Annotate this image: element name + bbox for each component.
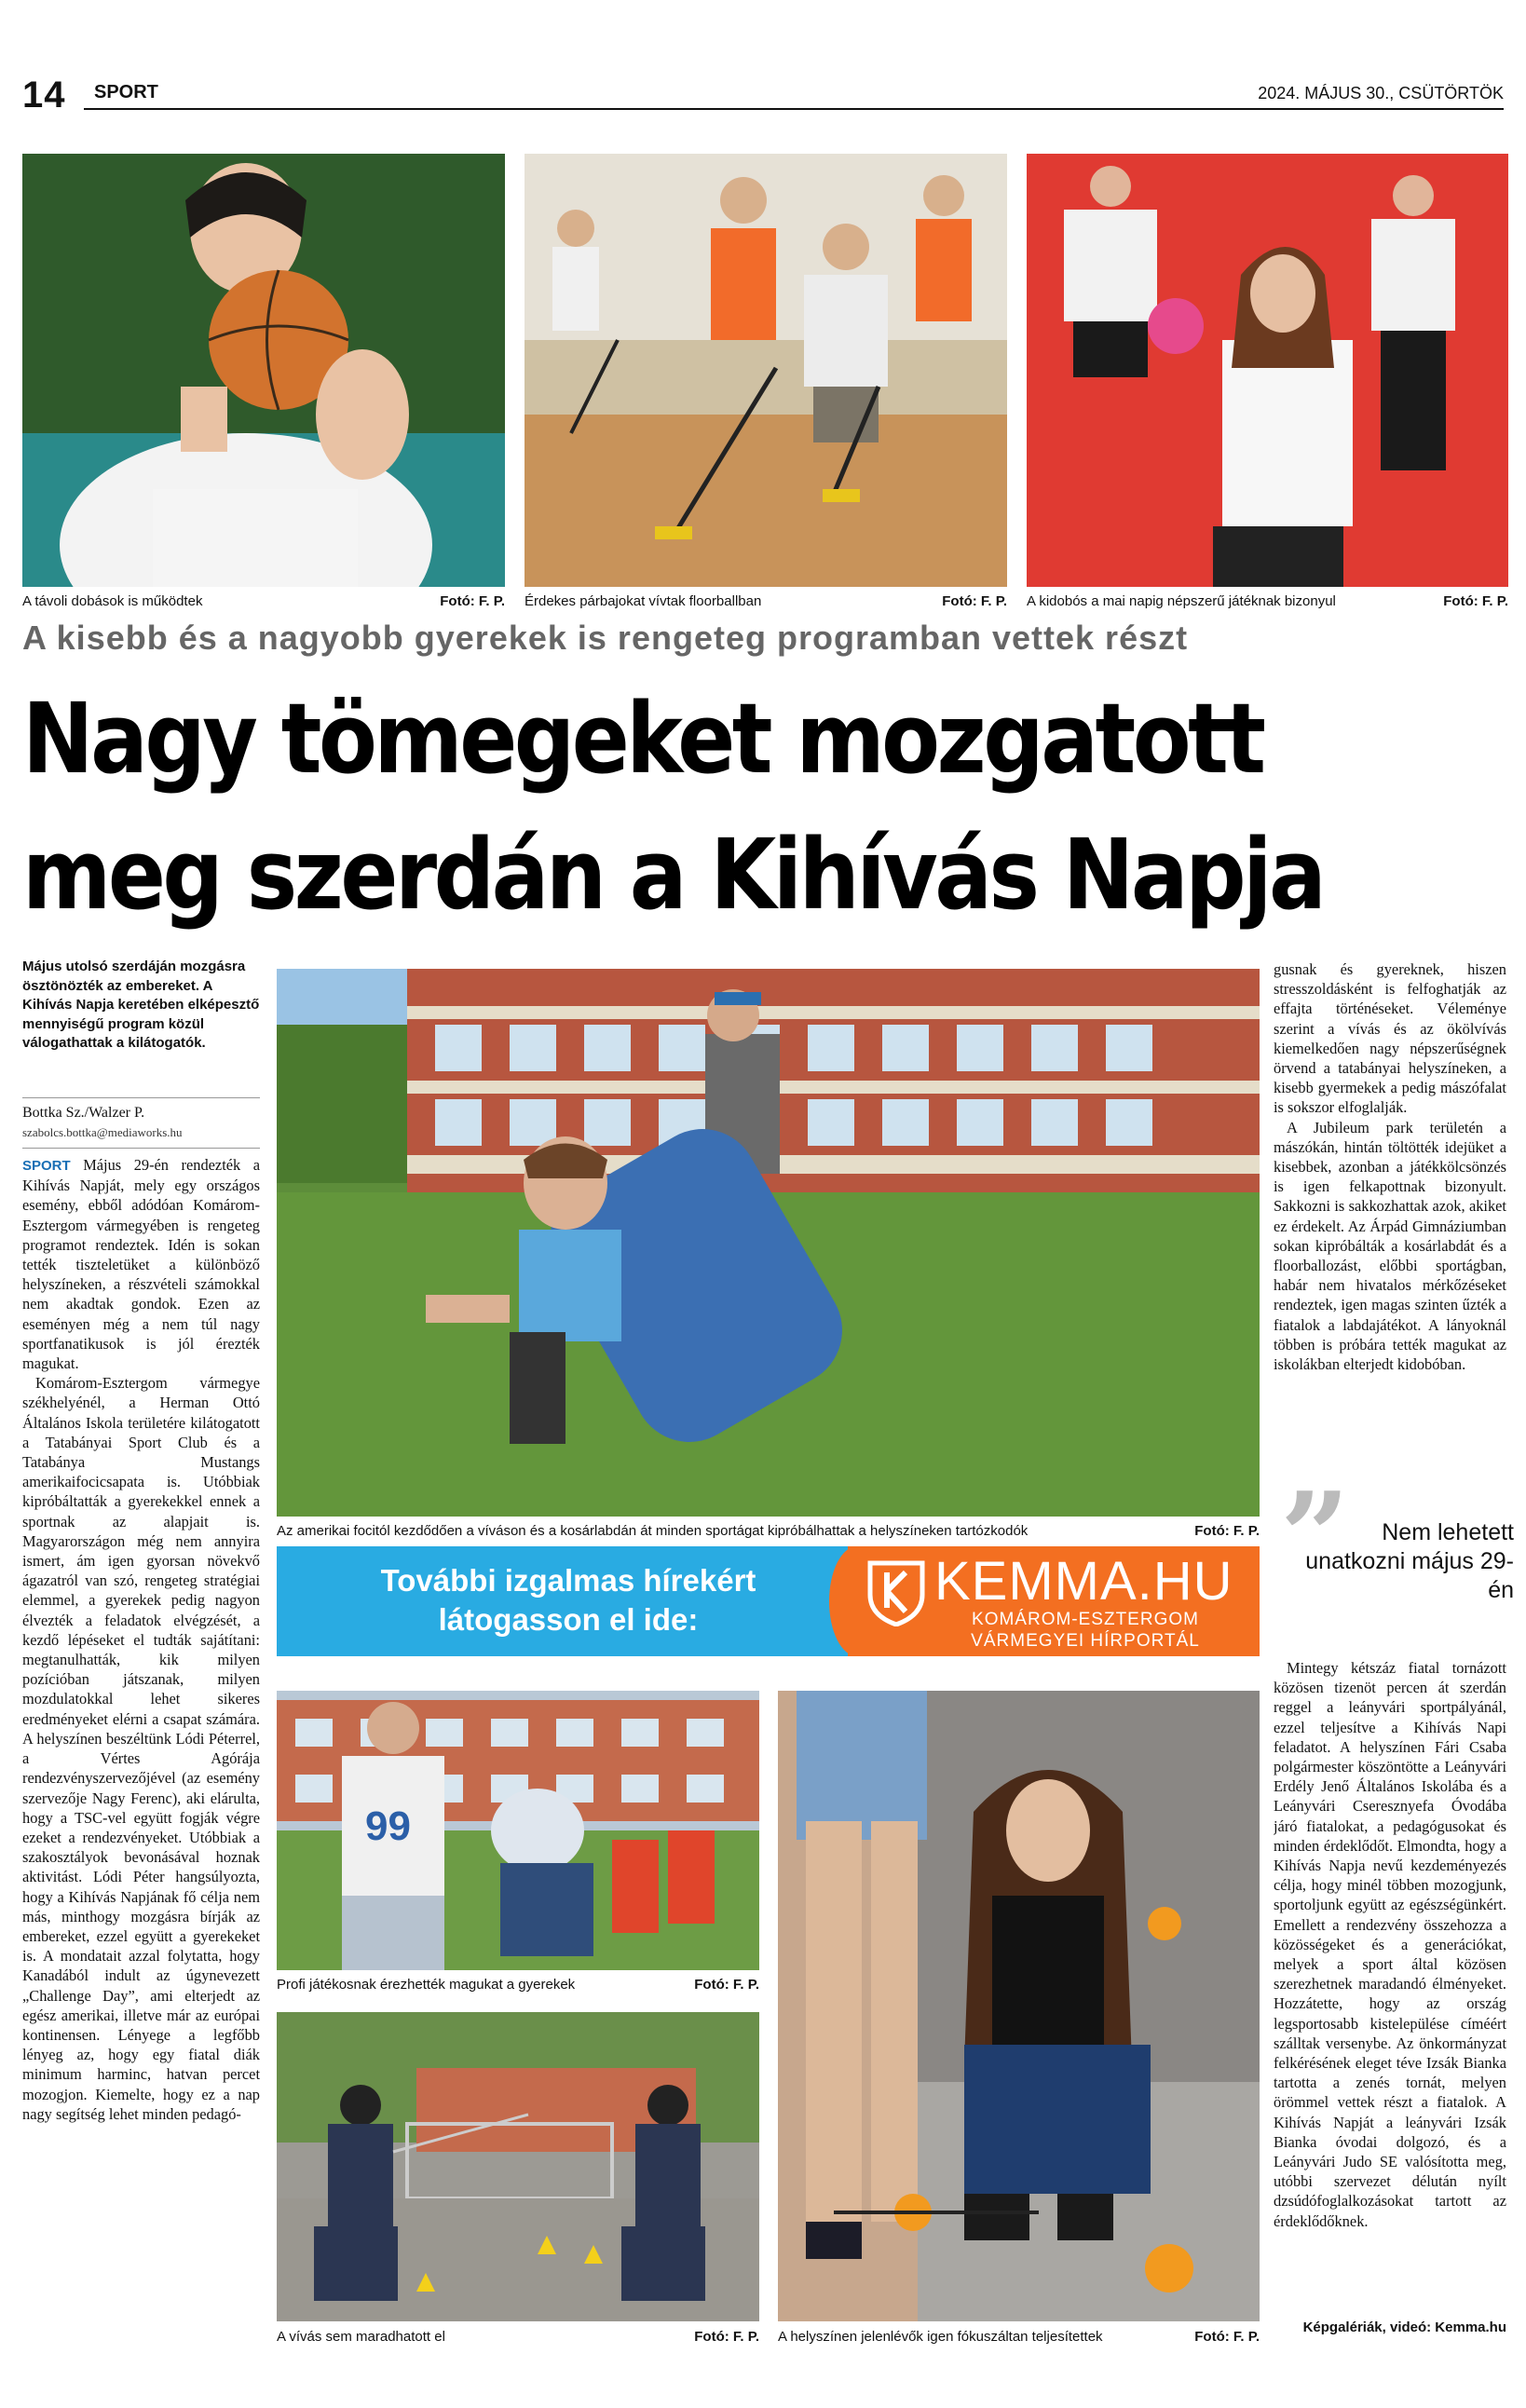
header-rule xyxy=(84,108,1504,110)
photo-credit: Fotó: F. P. xyxy=(694,1977,759,1993)
paragraph: SPORT Május 29-én rendezték a Kihívás Napját, mely egy országos esemény, ebből adódóan Komárom-Esztergom vármegyében is rengeteg programot rendeztek. Idén is sokan tették tiszteletüket a különböző helyszíneken, a részvételi számokkal nem akadtak gondok. Ezen az eseményen még a nem túl nagy sportfanatikusok is jól érezték magukat. xyxy=(22,1156,260,1373)
photo-credit: Fotó: F. P. xyxy=(942,593,1007,609)
banner-text xyxy=(289,1561,848,1639)
caption-main xyxy=(277,1523,1260,1539)
kemma-brand: KEMMA.HU xyxy=(934,1551,1233,1612)
svg-text:99: 99 xyxy=(365,1803,411,1849)
byline-divider xyxy=(22,1097,260,1098)
paragraph: Komárom-Esztergom vármegye székhelyénél, a Herman Ottó Általános Iskola területére kilátogatott a Tatabányai Sport Club és a Tatabánya Mustangs amerikaifocicsapata is. Utóbbiak kipróbáltatták a gyerekekkel ennek a sportnak az alapjait is. Magyarországon még nem annyira ismert, ám igen gyorsan növekvő ágazatról van szó, rengeteg stratégiai elemmel, a gyerekek pedig nagyon élvezték a feladatok elvégzését, a kezdő lépéseket el tudták sajátítani: megtanulhatták, kik milyen pozícióban játszanak, milyen mozdulatokkal lehet sikeres eredményeket elérni a csapat számára. A helyszínen beszéltünk Lódi Péterrel, a Vértes Agórája rendezvényszervezőjével (az esemény szervezője Nagy Ferenc), aki elárulta, hogy a TSC-vel együtt fogják végre ezeket a rendezvényeket. Utóbbiak a szakosztályok bevonásával hoznak aktivitást. Lódi Péter hangsúlyozta, hogy a Kihívás Napjának fő célja nem más, minthogy mozgásra bírják az embereket, ezzel együtt a gyerekeket is. A mondatait azzal folytatta, hogy Kanadából indult az úgynevezett „Challenge Day”, ami elterjedt az egész amerikai, illetve már az európai kontinensen. Lényege a legfőbb lényeg az, hogy egy fiatal diák minimum harminc, hatvan percet mozogjon. Kiemelte, hogy ez a nap nagy segítség lehet minden pedagó- xyxy=(22,1374,260,2123)
paragraph: Mintegy kétszáz fiatal tornázott közösen tizenöt percen át szerdán reggel a leányvári sportpályánál, ezzel teljesítve a Kihívás Napi feladatot. A helyszínen Fári Csaba polgármester köszöntötte a Leányvári Erdély Jenő Általános Iskolába és a Leányvári Cseresznyefa Óvodába járó fiatalokat, a pedagógusokat és minden érdeklődőt. Elmondta, hogy a Kihívás Napja nevű kezdeményezés célja, hogy minél többen mozogjunk, sportoljunk együtt az egészségünkért. Emellett a rendezvény összehozza a közösségeket és a generációkat, melyek a sport által közösen szerezhetnek maradandó élményeket. Hozzátette, hogy az ország legsportosabb kistelepülése címéért szálltak versenybe. Az önkormányzat felkérésének eleget téve Izsák Bianka tartotta a zenés tornát, melyen örömmel vettek részt a fiatalok. A Kihívás Napját a leányvári Izsák Bianka óvodai dolgozó, és a Leányvári Judo SE valósította meg, utóbbi szervezet délután nyílt dzsúdófoglalkozásokat tartott az érdeklődőknek. xyxy=(1274,1659,1506,2230)
caption-text: A távoli dobások is működtek xyxy=(22,593,203,609)
kemma-shield-icon xyxy=(866,1559,926,1626)
body-column-left xyxy=(22,1155,260,2366)
pull-quote: Nem lehetett unatkozni május 29-én xyxy=(1305,1519,1514,1603)
photo-credit: Fotó: F. P. xyxy=(1443,593,1508,609)
headline xyxy=(22,671,1326,943)
banner-text-line-1: További izgalmas hírekért xyxy=(380,1563,756,1598)
byline: Bottka Sz./Walzer P. xyxy=(22,1105,145,1121)
caption-dodgeball xyxy=(1027,593,1508,609)
caption-fencing xyxy=(277,2329,759,2345)
kemma-subtitle-1: KOMÁROM-ESZTERGOM xyxy=(972,1610,1199,1629)
caption-floorball xyxy=(525,593,1007,609)
body-column-right-top xyxy=(1274,959,1506,1476)
body-column-right-bottom xyxy=(1274,1658,1506,2310)
photo-dodgeball xyxy=(1027,154,1508,587)
section-label: SPORT xyxy=(94,82,158,102)
author-email: szabolcs.bottka@mediaworks.hu xyxy=(22,1125,183,1139)
kicker: A kisebb és a nagyobb gyerekek is rengeteg programban vettek részt xyxy=(22,619,1189,657)
caption-basketball xyxy=(22,593,505,609)
caption-text: A kidobós a mai napig népszerű játéknak bizonyul xyxy=(1027,593,1336,609)
photo-basketball xyxy=(22,154,505,587)
headline-line-1: Nagy tömegeket mozgatott xyxy=(22,682,1263,796)
photo-credit: Fotó: F. P. xyxy=(440,593,505,609)
page-number: 14 xyxy=(22,75,66,116)
caption-text: Profi játékosnak érezhették magukat a gyerekek xyxy=(277,1977,576,1993)
photo-fencing xyxy=(277,2012,759,2321)
section-tag: SPORT xyxy=(22,1158,71,1174)
photo-credit: Fotó: F. P. xyxy=(1194,1523,1260,1539)
caption-girl-balls xyxy=(778,2329,1260,2345)
photo-credit: Fotó: F. P. xyxy=(694,2329,759,2345)
caption-text: Az amerikai focitól kezdődően a víváson és a kosárlabdán át minden sportágat kipróbálhattak a helyszíneken tartózkodók xyxy=(277,1523,1029,1539)
lead-paragraph: Május utolsó szerdáján mozgásra ösztönözték az embereket. A Kihívás Napja keretében elképesztő mennyiségű program közül válogathattak a kilátogatók. xyxy=(22,959,260,1051)
photo-credit: Fotó: F. P. xyxy=(1194,2329,1260,2345)
issue-date: 2024. MÁJUS 30., CSÜTÖRTÖK xyxy=(1258,84,1504,102)
caption-text: A helyszínen jelenlévők igen fókuszáltan teljesítettek xyxy=(778,2329,1103,2345)
photo-floorball xyxy=(525,154,1007,587)
photo-girl-balls xyxy=(778,1691,1260,2321)
caption-football-kids xyxy=(277,1977,759,1993)
paragraph: gusnak és gyereknek, hiszen stresszoldásként is felfoghatják az effajta történéseket. Véleménye szerint a vívás és az ökölvívás kiemelkedően nagy népszerűségnek örvend a tatabányai helyszíneken, a kisebb gyermekek a pedig mászófalat is sokszor elfoglalják. xyxy=(1274,960,1506,1117)
paragraph: A Jubileum park területén a mászókán, hintán töltötték idejüket a kisebbek, azonban a játékkölcsönzés is igen felkapottnak bizonyult. Sakkozni is sakkozhattak azok, akiket ez érdekelt. Az Árpád Gimnáziumban sokan kipróbálták a kosárlabdát és a floorballozást, előbbi sportágban, habár nem hivatalos mérkőzéseket rendeztek, igen magas szinten űzték a fiatalok a labdajátékot. A lányoknál többen is próbára tették magukat az iskolákban elterjedt kidobóban. xyxy=(1274,1118,1506,1374)
body-divider xyxy=(22,1148,260,1149)
headline-line-2: meg szerdán a Kihívás Napja xyxy=(22,818,1324,932)
banner-text-line-2: látogasson el ide: xyxy=(438,1602,699,1637)
quote-mark-icon: ” xyxy=(1280,1465,1350,1608)
gallery-credit: Képgalériák, videó: Kemma.hu xyxy=(1302,2320,1506,2335)
photo-football-kids xyxy=(277,1691,759,1970)
photo-main-football-tackle xyxy=(277,969,1260,1517)
caption-text: Érdekes párbajokat vívtak floorballban xyxy=(525,593,762,609)
kemma-subtitle-2: VÁRMEGYEI HÍRPORTÁL xyxy=(971,1631,1200,1651)
caption-text: A vívás sem maradhatott el xyxy=(277,2329,445,2345)
